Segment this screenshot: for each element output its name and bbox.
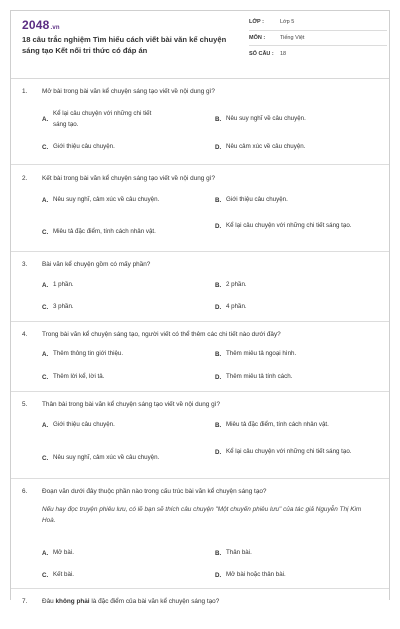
option-text: Nêu suy nghĩ, cảm xúc về câu chuyện. [53, 454, 160, 461]
option-text: Giới thiệu câu chuyện. [53, 421, 115, 428]
option-c[interactable] [42, 570, 74, 581]
question-6 [11, 479, 389, 589]
worksheet-page [10, 10, 390, 605]
meta-label: MÔN : [249, 34, 266, 41]
option-letter: D. [215, 448, 222, 456]
question-text-before: Đâu [42, 598, 56, 605]
option-b[interactable] [215, 349, 296, 360]
option-c[interactable] [42, 372, 104, 383]
option-c[interactable] [42, 453, 159, 464]
option-text: Miêu tả đặc điểm, tính cách nhân vật. [226, 421, 329, 428]
question-4 [11, 322, 389, 392]
question-text-after: là đặc điểm của bài văn kể chuyện sáng tạo? [89, 598, 220, 605]
option-text: Nêu cảm xúc về câu chuyện. [226, 143, 306, 150]
option-text: Thân bài. [226, 549, 252, 556]
option-letter: B. [215, 196, 222, 204]
logo-suffix: .vn [50, 25, 60, 31]
question-number: 2. [22, 175, 28, 182]
meta-value: 18 [280, 50, 287, 57]
option-text: 1 phần. [53, 281, 74, 288]
option-letter: C. [42, 373, 49, 381]
option-c[interactable] [42, 302, 74, 313]
option-letter: B. [215, 281, 222, 289]
option-d[interactable] [215, 221, 376, 232]
meta-value: Tiếng Việt [280, 34, 305, 41]
question-number: 3. [22, 261, 28, 268]
option-letter: A. [42, 350, 49, 358]
option-text: 2 phần. [226, 281, 247, 288]
question-stem [22, 598, 219, 605]
option-a[interactable] [42, 349, 123, 360]
option-text: Kết bài. [53, 571, 74, 578]
question-text: Bài văn kể chuyện gồm có mấy phần? [42, 261, 151, 268]
option-letter: A. [42, 116, 49, 123]
option-letter: B. [215, 115, 222, 123]
question-stem [22, 401, 220, 408]
option-letter: D. [215, 373, 222, 381]
option-text: Kể lại câu chuyện với những chi tiết sáng tạo. [226, 448, 352, 455]
option-d[interactable] [215, 447, 376, 458]
option-letter: C. [42, 303, 49, 311]
question-number: 5. [22, 401, 28, 408]
option-text: Giới thiệu câu chuyện. [226, 196, 288, 203]
option-text: Nêu suy nghĩ về câu chuyện. [226, 115, 306, 122]
option-a[interactable] [42, 548, 74, 559]
option-a[interactable] [42, 109, 207, 130]
option-letter: C. [42, 143, 49, 151]
option-text: Kể lại câu chuyện với những chi tiết sáng tạo. [226, 222, 352, 229]
question-2 [11, 165, 389, 252]
question-stem [22, 488, 266, 495]
question-passage: Nếu hay đọc truyện phiêu lưu, có lẽ bạn sẽ thích câu chuyện "Một chuyến phiêu lưu" của tác giả Nguyễn Thị Kim Hoà. [42, 506, 362, 524]
option-letter: A. [42, 196, 49, 204]
logo-main: 2048 [22, 18, 50, 32]
option-text: Giới thiệu câu chuyện. [53, 143, 115, 150]
option-letter: D. [215, 303, 222, 311]
option-c[interactable] [42, 142, 115, 153]
question-stem [22, 88, 215, 95]
option-letter: C. [42, 454, 49, 462]
option-b[interactable] [215, 420, 329, 431]
option-d[interactable] [215, 302, 247, 313]
question-text: Đoạn văn dưới đây thuộc phần nào trong cấu trúc bài văn kể chuyện sáng tạo? [42, 488, 267, 495]
question-text [42, 598, 219, 605]
question-stem [22, 261, 150, 268]
document-title: 18 câu trắc nghiệm Tìm hiểu cách viết bài văn kể chuyện sáng tạo Kết nối tri thức có đáp án [22, 35, 227, 55]
option-a[interactable] [42, 420, 115, 431]
meta-row-class [249, 15, 387, 31]
option-letter: A. [42, 421, 49, 429]
option-text: Kể lại câu chuyện với những chi tiết sáng tạo. [53, 110, 152, 128]
option-letter: C. [42, 571, 49, 579]
option-text: Thêm miêu tả ngoại hình. [226, 350, 297, 357]
option-a[interactable] [42, 195, 159, 206]
meta-row-count [249, 46, 387, 62]
question-text: Thân bài trong bài văn kể chuyện sáng tạo viết về nội dung gì? [42, 401, 220, 408]
option-letter: D. [215, 143, 222, 151]
option-text: 3 phần. [53, 303, 74, 310]
option-text: Thêm miêu tả tính cách. [226, 373, 293, 380]
option-b[interactable] [215, 548, 252, 559]
site-logo[interactable] [22, 18, 60, 32]
option-letter: C. [42, 228, 49, 236]
question-7 [11, 589, 389, 629]
question-text-emphasis: không phải [55, 598, 90, 605]
option-text: Nêu suy nghĩ, cảm xúc về câu chuyện. [53, 196, 160, 203]
option-a[interactable] [42, 280, 74, 291]
option-letter: D. [215, 571, 222, 579]
option-b[interactable] [215, 114, 306, 125]
meta-label: SỐ CÂU : [249, 50, 274, 57]
question-3 [11, 252, 389, 322]
meta-value: Lớp 5 [280, 19, 295, 26]
option-b[interactable] [215, 280, 247, 291]
question-number: 4. [22, 331, 28, 338]
meta-label: LỚP : [249, 19, 264, 26]
question-number: 7. [22, 598, 28, 605]
option-letter: B. [215, 421, 222, 429]
question-1 [11, 79, 389, 165]
option-d[interactable] [215, 142, 305, 153]
option-d[interactable] [215, 570, 286, 581]
question-text: Trong bài văn kể chuyện sáng tạo, người viết có thể thêm các chi tiết nào dưới đây? [42, 331, 281, 338]
question-number: 1. [22, 88, 28, 95]
option-letter: D. [215, 222, 222, 230]
option-text: Thêm thông tin giới thiệu. [53, 350, 124, 357]
question-5 [11, 392, 389, 479]
option-letter: B. [215, 350, 222, 358]
question-text: Kết bài trong bài văn kể chuyện sáng tạo viết về nội dung gì? [42, 175, 216, 182]
question-number: 6. [22, 488, 28, 495]
option-text: Thêm lời kể, lời tả. [53, 373, 105, 380]
worksheet-header [11, 11, 389, 79]
option-letter: A. [42, 549, 49, 557]
option-b[interactable] [215, 195, 288, 206]
question-text: Mở bài trong bài văn kể chuyện sáng tạo viết về nội dung gì? [42, 88, 215, 95]
question-stem [22, 331, 281, 338]
option-letter: A. [42, 281, 49, 289]
option-text: Mở bài hoặc thân bài. [226, 571, 286, 578]
option-text: Miêu tả đặc điểm, tính cách nhân vật. [53, 228, 156, 235]
option-text: 4 phần. [226, 303, 247, 310]
meta-row-subject [249, 31, 387, 47]
option-d[interactable] [215, 372, 292, 383]
option-c[interactable] [42, 227, 156, 238]
option-letter: B. [215, 549, 222, 557]
question-stem [22, 175, 215, 182]
meta-table [249, 15, 387, 62]
option-text: Mở bài. [53, 549, 74, 556]
